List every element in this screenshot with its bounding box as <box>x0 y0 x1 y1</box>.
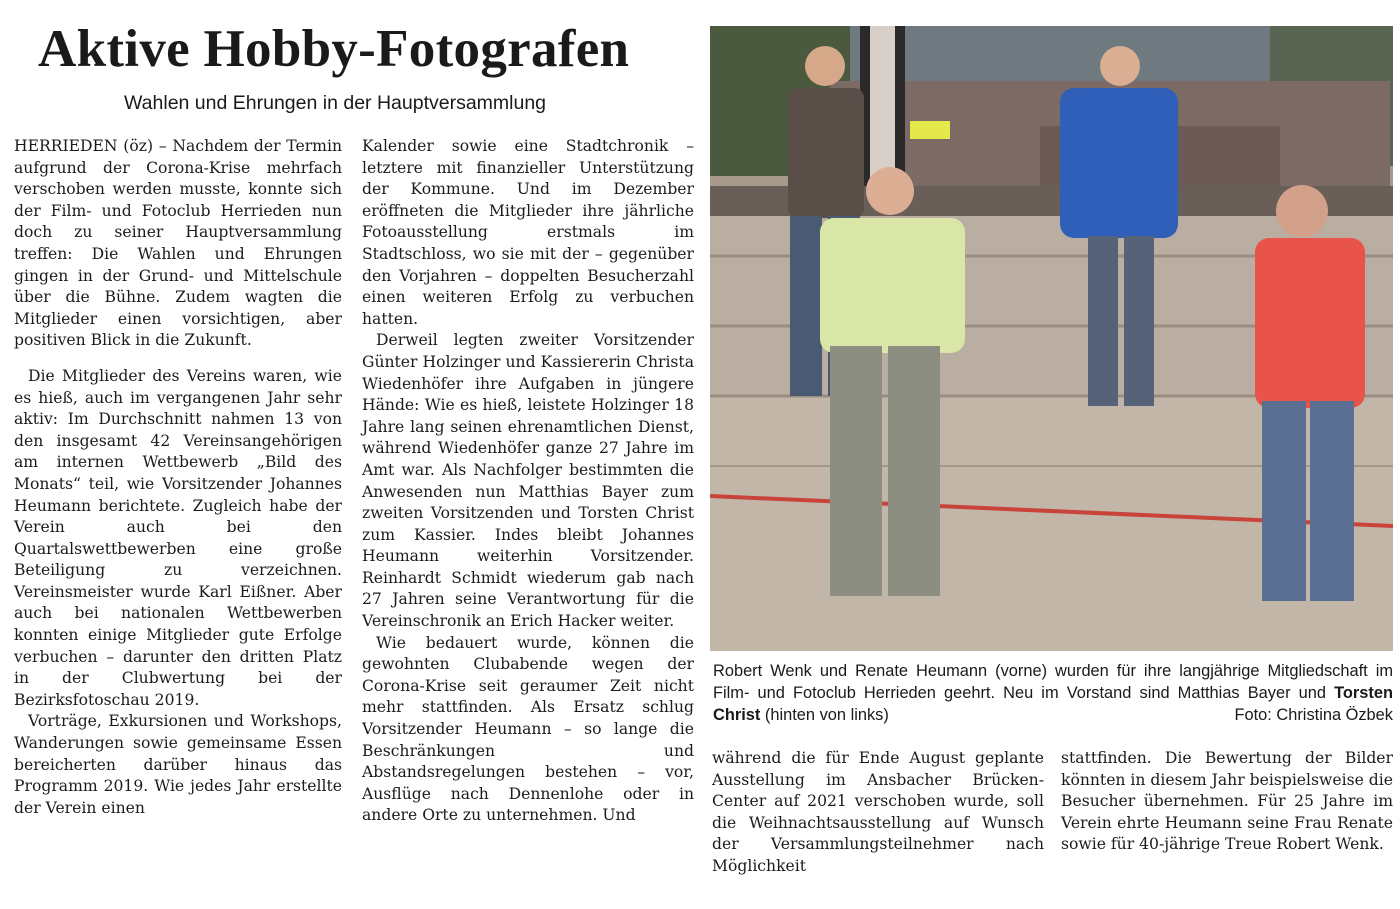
paragraph: Derweil legten zweiter Vorsitzender Günter Holzinger und Kassiererin Christa Wiedenhöfer ihre Aufgaben in jüngere Hände: Wie es hieß, leistete Holzinger 18 Jahre lang seinen ehrenamtlichen Dienst, während Wiedenhöfer ganze 27 Jahre im Amt war. Als Nachfolger bestimmten die Anwesenden nun Matthias Bayer zum zweiten Vorsitzenden und Torsten Christ zum Kassier. Indes bleibt Johannes Heumann weiterhin Vorsitzender. Reinhardt Schmidt wiederum gab nach 27 Jahren seine Verantwortung für die Vereinschronik an Erich Hacker weiter. <box>362 331 694 631</box>
article-column-3 <box>712 748 1044 878</box>
article-column-2 <box>362 136 694 827</box>
person-renate-heumann <box>1255 185 1365 601</box>
headline: Aktive Hobby-Fotografen <box>38 20 630 78</box>
article-column-1 <box>14 136 342 819</box>
photo-credit: Foto: Christina Özbek <box>1234 706 1393 724</box>
caption-text: Robert Wenk und Renate Heumann (vorne) wurden für ihre langjährige Mitgliedschaft im Film- und Fotoclub Herrieden geehrt. Neu im Vorstand sind Matthias Bayer und <box>713 662 1393 702</box>
yellow-sign <box>910 121 950 139</box>
caption-bold-name: Torsten Christ <box>713 684 1393 724</box>
paragraph: stattfinden. Die Bewertung der Bilder könnten in diesem Jahr beispielsweise die Besucher übernehmen. Für 25 Jahre im Verein ehrte Heumann seine Frau Renate sowie für 40-jährige Treue Robert Wenk. <box>1061 749 1393 854</box>
paragraph: Die Mitglieder des Vereins waren, wie es hieß, auch im vergangenen Jahr sehr aktiv: Im Durchschnitt nahmen 13 von den insgesamt 42 Vereinsangehörigen am internen Wettbewerb „Bild des Monats“ teil, wie Vorsitzender Johannes Heumann berichtete. Zugleich habe der Verein auch bei den Quartalswettbewerben eine große Beteiligung zu verzeichnen. Vereinsmeister wurde Karl Eißner. Aber auch bei nationalen Wettbewerben konnten einige Mitglieder gute Erfolge verbuchen – darunter den dritten Platz in der Clubwertung bei der Bezirksfotoschau 2019. <box>14 366 342 709</box>
paragraph: Vorträge, Exkursionen und Workshops, Wanderungen sowie gemeinsame Essen bereicherten darüber hinaus das Programm 2019. Wie jedes Jahr erstellte der Verein einen <box>14 712 342 817</box>
subheadline: Wahlen und Ehrungen in der Hauptversammlung <box>124 92 547 114</box>
group-photo <box>710 26 1393 651</box>
paragraph: HERRIEDEN (öz) – Nachdem der Termin aufgrund der Corona-Krise mehrfach verschoben werden musste, konnte sich der Film- und Fotoclub Herrieden nun doch zu seiner Hauptversammlung treffen: Die Wahlen und Ehrungen gingen in der Grund- und Mittelschule über die Bühne. Zudem wagten die Mitglieder einen vorsichtigen, aber positiven Blick in die Zukunft. <box>14 137 342 350</box>
photo-illustration <box>710 26 1393 651</box>
paragraph: Wie bedauert wurde, können die gewohnten Clubabende wegen der Corona-Krise seit geraumer Zeit nicht mehr stattfinden. Als Ersatz schlug Vorsitzender Heumann – so lange die Beschränkungen und Abstandsregelungen bestehen – vor, Ausflüge nach Dennenlohe oder in andere Orte zu unternehmen. Und <box>362 633 694 825</box>
paragraph: während die für Ende August geplante Ausstellung im Ansbacher Brücken-Center auf 2021 verschoben wurde, soll die Weihnachtsausstellung auf Wunsch der Versammlungsteilnehmer nach Möglichkeit <box>712 749 1044 875</box>
article-column-4 <box>1061 748 1393 856</box>
paragraph: Kalender sowie eine Stadtchronik – letztere mit finanzieller Unterstützung der Kommune. Und im Dezember eröffneten die Mitglieder ihre jährliche Fotoausstellung erstmals im Stadtschloss, wo sie mit der – gegenüber den Vorjahren – doppelten Besucherzahl einen weiteren Erfolg zu verbuchen hatten. <box>362 137 694 328</box>
caption-text-end: (hinten von links) <box>760 706 889 724</box>
photo-caption <box>713 660 1393 726</box>
